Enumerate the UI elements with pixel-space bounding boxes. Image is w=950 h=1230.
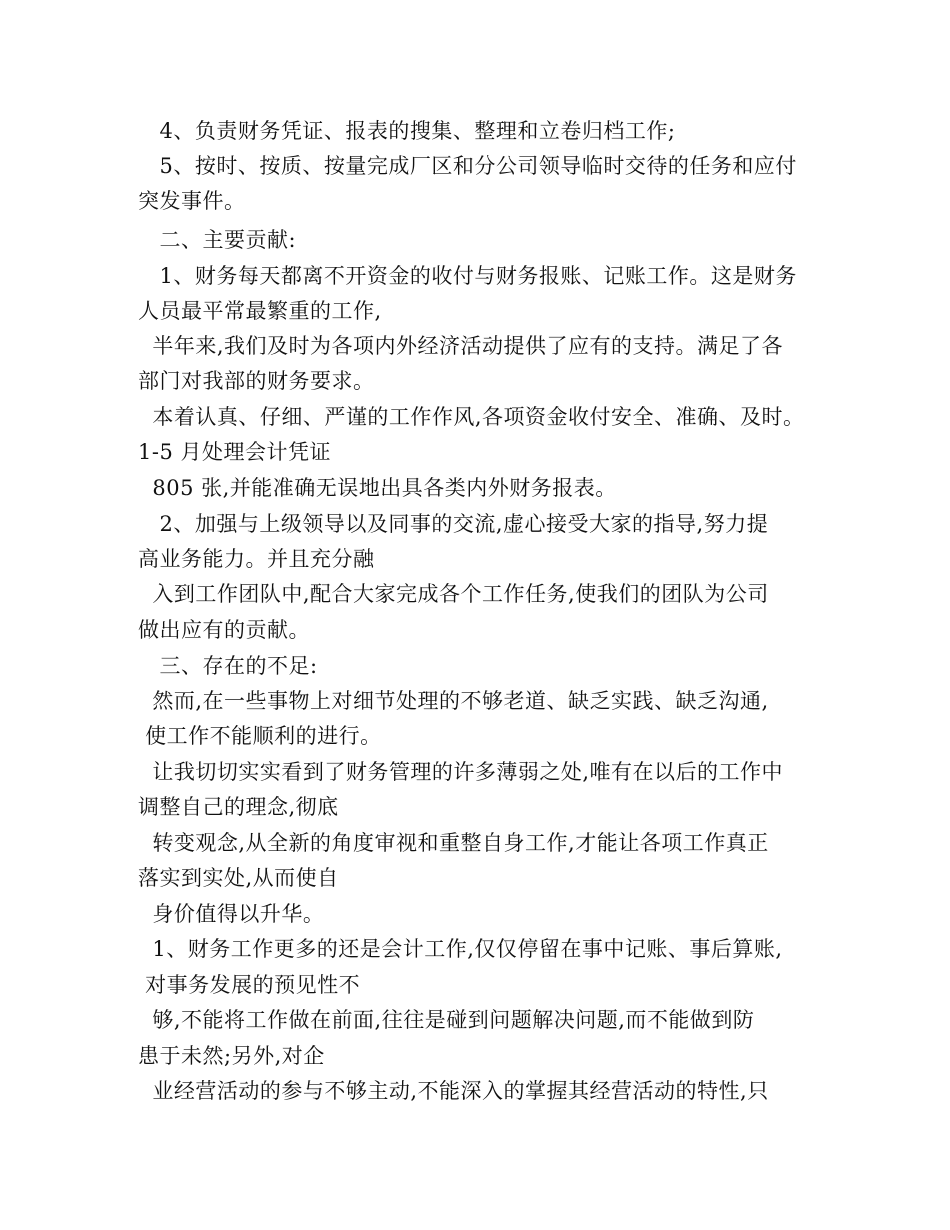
text-line: 本着认真、仔细、严谨的工作作风,各项资金收付安全、准确、及时。 (138, 405, 805, 429)
text-line: 做出应有的贡献。 (138, 618, 310, 642)
text-line: 对事务发展的预见性不 (138, 973, 361, 997)
text-line: 使工作不能顺利的进行。 (138, 724, 382, 748)
text-line: 部门对我部的财务要求。 (138, 369, 375, 393)
text-line: 让我切切实实看到了财务管理的许多薄弱之处,唯有在以后的工作中 (138, 760, 784, 784)
text-line: 转变观念,从全新的角度审视和重整自身工作,才能让各项工作真正 (138, 831, 769, 855)
text-line: 2、加强与上级领导以及同事的交流,虚心接受大家的指导,努力提 (138, 512, 769, 536)
text-line: 5、按时、按质、按量完成厂区和分公司领导临时交待的任务和应付 (138, 154, 797, 178)
text-line: 4、负责财务凭证、报表的搜集、整理和立卷归档工作; (138, 119, 676, 143)
text-line: 业经营活动的参与不够主动,不能深入的掌握其经营活动的特性,只 (138, 1079, 769, 1103)
text-line: 突发事件。 (138, 189, 246, 213)
text-line: 805 张,并能准确无误地出具各类内外财务报表。 (138, 476, 617, 500)
text-line: 落实到实处,从而使自 (138, 866, 339, 890)
text-line: 1、财务每天都离不开资金的收付与财务报账、记账工作。这是财务 (138, 264, 797, 288)
text-line: 1、财务工作更多的还是会计工作,仅仅停留在事中记账、事后算账, (138, 937, 783, 961)
text-line: 够,不能将工作做在前面,往往是碰到问题解决问题,而不能做到防 (138, 1008, 755, 1032)
section-heading: 二、主要贡献: (138, 228, 297, 252)
text-line: 患于未然;另外,对企 (138, 1044, 325, 1068)
text-line: 1-5 月处理会计凭证 (138, 440, 331, 464)
section-heading: 三、存在的不足: (138, 654, 318, 678)
text-line: 然而,在一些事物上对细节处理的不够老道、缺乏实践、缺乏沟通, (138, 689, 769, 713)
text-line: 身价值得以升华。 (138, 902, 325, 926)
text-line: 调整自己的理念,彻底 (138, 795, 339, 819)
text-line: 高业务能力。并且充分融 (138, 547, 375, 571)
text-line: 人员最平常最繁重的工作, (138, 299, 382, 323)
text-line: 半年来,我们及时为各项内外经济活动提供了应有的支持。满足了各 (138, 334, 784, 358)
text-line: 入到工作团队中,配合大家完成各个工作任务,使我们的团队为公司 (138, 582, 769, 606)
